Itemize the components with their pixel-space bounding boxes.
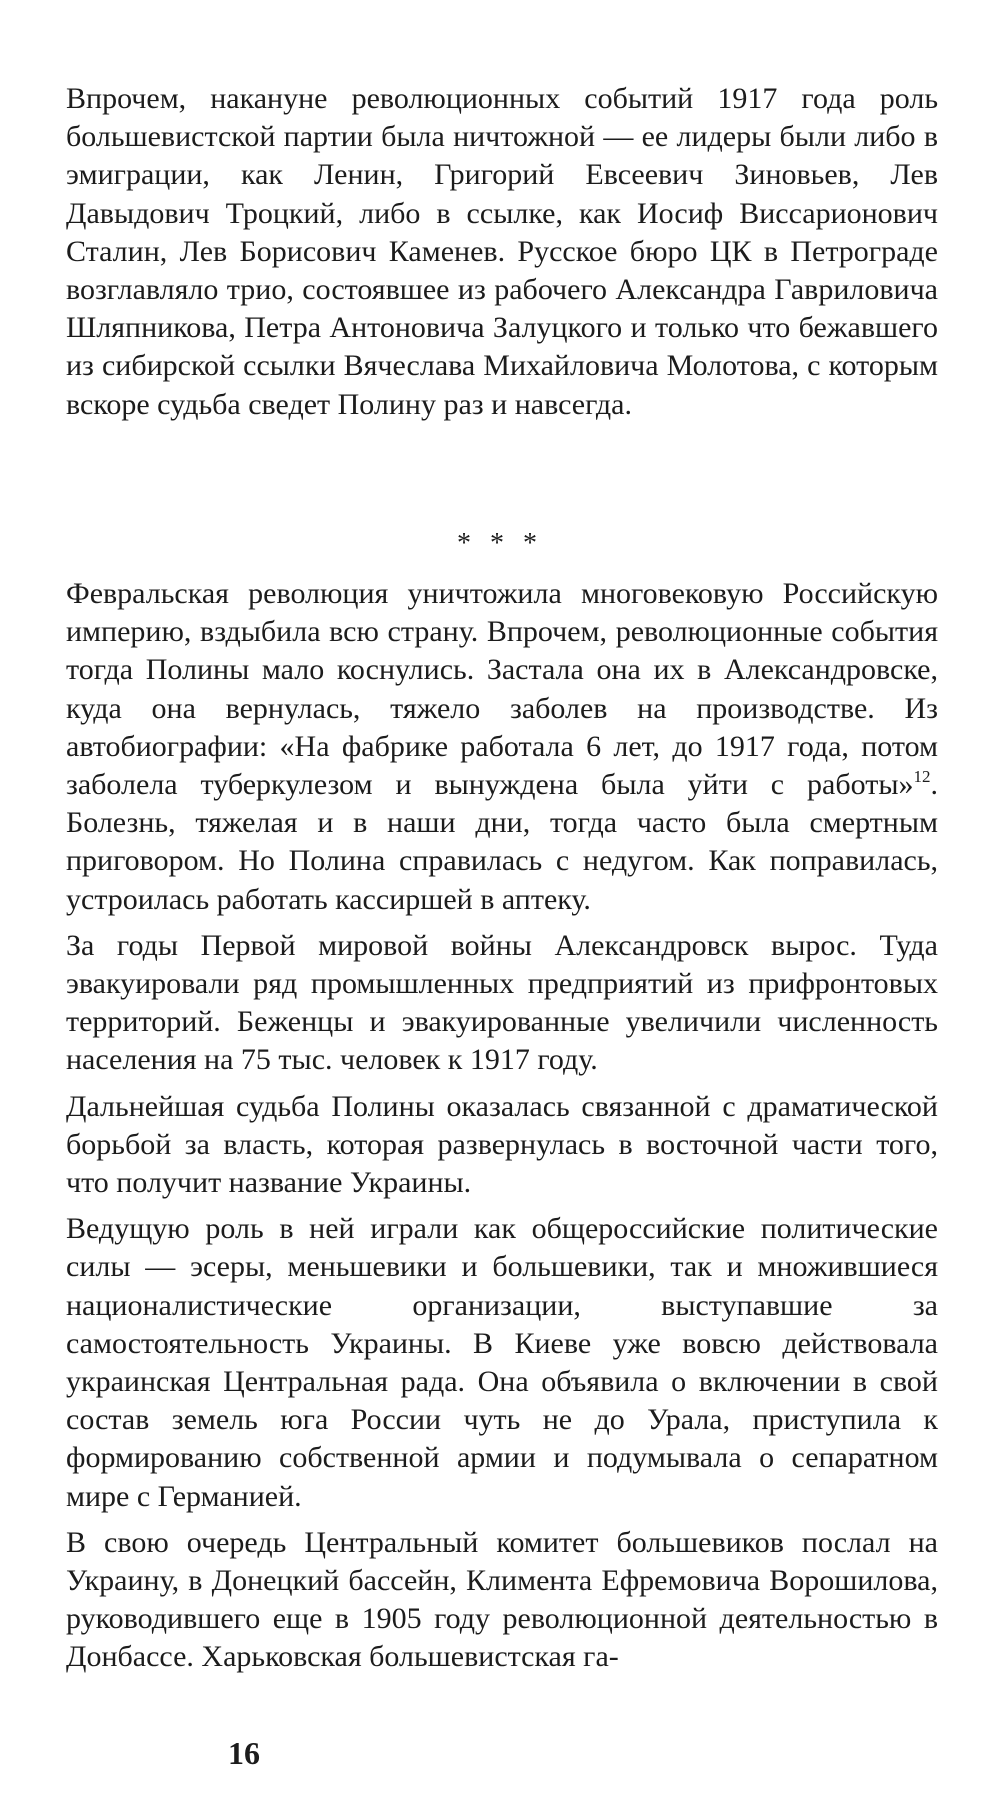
paragraph-3: За годы Первой мировой войны Александровск вырос. Туда эвакуировали ряд промышленных предприятий из прифронтовых территорий. Беженцы и эвакуированные увеличили численность населения на 75 тыс. человек к 1917 году. bbox=[66, 928, 938, 1077]
page-number: 16 bbox=[228, 1735, 260, 1771]
section-separator: * * * bbox=[457, 528, 543, 559]
paragraph-2-text-b: . Болезнь, тяжелая и в наши дни, тогда часто была смертным приговором. Но Полина справилась с недугом. Как поправилась, устроилась работать кассиршей в аптеку. bbox=[66, 768, 938, 916]
paragraph-4: Дальнейшая судьба Полины оказалась связанной с драматической борьбой за власть, которая развернулась в восточной части того, что получит название Украины. bbox=[66, 1089, 938, 1200]
paragraph-1: Впрочем, накануне революционных событий 1917 года роль большевистской партии была ничтожной — ее лидеры были либо в эмиграции, как Ленин, Григорий Евсеевич Зиновьев, Лев Давыдович Троцкий, либо в ссылке, как Иосиф Виссарионович Сталин, Лев Борисович Каменев. Русское бюро ЦК в Петрограде возглавляло трио, состоявшее из рабочего Александра Гавриловича Шляпникова, Петра Антоновича Залуцкого и только что бежавшего из сибирской ссылки Вячеслава Михайловича Молотова, с которым вскоре судьба сведет Полину раз и навсегда. bbox=[66, 82, 938, 421]
paragraph-2 bbox=[66, 575, 938, 919]
footnote-reference: 12 bbox=[913, 767, 931, 787]
paragraph-2-text-a: Февральская революция уничтожила многовековую Российскую империю, вздыбила всю страну. Впрочем, революционные события тогда Полины мало коснулись. Застала она их в Александровске, куда она вернулась, тяжело заболев на производстве. Из автобиографии: «На фабрике работала 6 лет, до 1917 года, потом заболела туберкулезом и вынуждена была уйти с работы» bbox=[66, 577, 938, 802]
text-block-main bbox=[66, 575, 938, 1677]
paragraph-5: Ведущую роль в ней играли как общероссийские политические силы — эсеры, меньшевики и большевики, так и множившиеся националистические организации, выступавшие за самостоятельность Украины. В Киеве уже вовсю действовала украинская Центральная рада. Она объявила о включении в свой состав земель юга России чуть не до Урала, приступила к формированию собственной армии и подумывала о сепаратном мире с Германией. bbox=[66, 1212, 938, 1513]
text-block-top bbox=[66, 80, 938, 424]
paragraph-6: В свою очередь Центральный комитет большевиков послал на Украину, в Донецкий бассейн, Климента Ефремовича Ворошилова, руководившего еще в 1905 году революционной деятельностью в Донбассе. Харьковская большевистская га- bbox=[66, 1525, 938, 1674]
